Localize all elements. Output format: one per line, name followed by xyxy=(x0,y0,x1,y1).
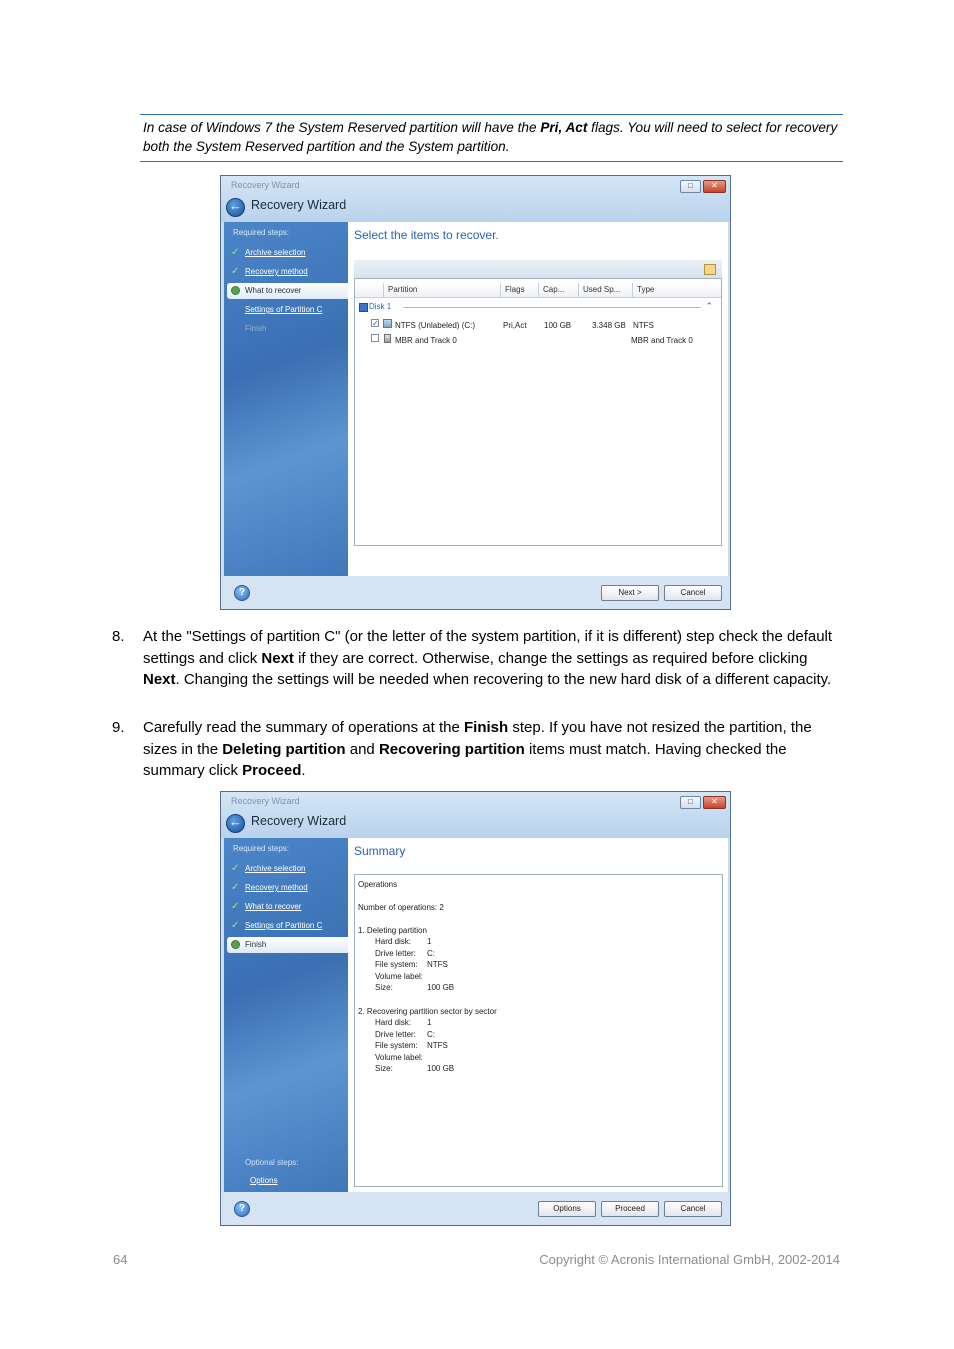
row-checkbox[interactable]: ✓ xyxy=(372,319,379,328)
disk-checkbox[interactable] xyxy=(359,303,368,312)
required-steps-header: Required steps: xyxy=(233,228,290,237)
check-icon: ✓ xyxy=(231,247,240,258)
required-steps-header: Required steps: xyxy=(233,844,290,853)
step-9: 9. Carefully read the summary of operations at the Finish step. If you have not resized the partition, the sizes in the Deleting partition and Recovering partition items must match. Having checked the summary click Proceed. xyxy=(112,717,842,782)
step-what-to-recover[interactable]: What to recover xyxy=(227,283,348,299)
cell-type: NTFS xyxy=(633,321,654,330)
content-heading: Summary xyxy=(354,844,406,858)
summary-value: 100 GB xyxy=(427,1064,455,1073)
step-9-text: Carefully read the summary of operations at the Finish step. If you have not resized the partition, the sizes in the Deleting partition and Recovering partition items must match. Having checked the summary click Proceed. xyxy=(143,719,812,779)
current-step-icon xyxy=(231,940,240,949)
disk-group-row[interactable] xyxy=(359,301,719,313)
step-recovery-method[interactable]: ✓ Recovery method xyxy=(227,264,348,280)
step-8: 8. At the "Settings of partition C" (or the letter of the system partition, if it is different) step check the default settings and click Next if they are correct. Otherwise, change the settings as required before clicking Next. Changing the settings will be needed when recovering to the new hard disk of a different capacity. xyxy=(112,626,842,691)
content-heading: Select the items to recover. xyxy=(354,228,499,242)
row-checkbox[interactable] xyxy=(371,334,379,342)
summary-key: Size: xyxy=(375,983,393,992)
step-archive-selection[interactable]: ✓ Archive selection xyxy=(227,245,348,261)
cell-partition: MBR and Track 0 xyxy=(395,336,457,345)
summary-key: Size: xyxy=(375,1064,393,1073)
check-icon: ✓ xyxy=(231,901,240,912)
cell-used: 3.348 GB xyxy=(592,321,626,330)
close-button[interactable]: ✕ xyxy=(703,180,726,193)
summary-value: 1 xyxy=(427,937,432,946)
bottom-bar xyxy=(221,1192,730,1225)
step-finish: Finish xyxy=(245,324,267,333)
maximize-button[interactable]: □ xyxy=(680,796,701,809)
cell-capacity: 100 GB xyxy=(544,321,572,330)
note-box xyxy=(140,114,843,162)
help-icon[interactable]: ? xyxy=(234,585,250,601)
note-text: In case of Windows 7 the System Reserved partition will have the Pri, Act flags. You will need to select for recovery both the System Reserved partition and the System partition. xyxy=(143,120,838,154)
folder-icon[interactable] xyxy=(704,264,716,275)
summary-value: 100 GB xyxy=(427,983,455,992)
title-bar[interactable] xyxy=(221,176,730,222)
back-arrow-icon[interactable] xyxy=(226,198,245,217)
check-icon: ✓ xyxy=(231,863,240,874)
col-used-space[interactable]: Used Sp... xyxy=(578,283,632,297)
cancel-button[interactable]: Cancel xyxy=(664,585,722,601)
summary-value: C: xyxy=(427,949,435,958)
summary-key: Drive letter: xyxy=(375,1030,416,1039)
check-icon: ✓ xyxy=(231,920,240,931)
summary-op1-title: 1. Deleting partition xyxy=(358,926,427,935)
back-arrow-icon[interactable] xyxy=(226,814,245,833)
step-settings-partition-c[interactable]: Settings of Partition C xyxy=(245,305,323,314)
title-bar[interactable] xyxy=(221,792,730,838)
next-button[interactable]: Next > xyxy=(601,585,659,601)
summary-value: NTFS xyxy=(427,1041,448,1050)
copyright: Copyright © Acronis International GmbH, 2002-2014 xyxy=(539,1252,840,1267)
col-partition[interactable]: Partition xyxy=(383,283,500,297)
proceed-button[interactable]: Proceed xyxy=(601,1201,659,1217)
summary-value: NTFS xyxy=(427,960,448,969)
step-what-to-recover[interactable]: ✓ What to recover xyxy=(227,899,348,915)
recovery-wizard-window-summary xyxy=(220,791,731,1226)
close-button[interactable]: ✕ xyxy=(703,796,726,809)
current-step-icon xyxy=(231,286,240,295)
maximize-button[interactable]: □ xyxy=(680,180,701,193)
cell-type: MBR and Track 0 xyxy=(631,336,693,345)
cell-partition: NTFS (Unlabeled) (C:) xyxy=(395,321,476,330)
check-icon: ✓ xyxy=(231,882,240,893)
col-capacity[interactable]: Cap... xyxy=(538,283,578,297)
summary-panel xyxy=(354,874,723,1187)
summary-count: Number of operations: 2 xyxy=(358,903,444,912)
step-archive-selection[interactable]: ✓ Archive selection xyxy=(227,861,348,877)
disk-label: Disk 1 xyxy=(369,302,392,311)
grid-toolbar xyxy=(354,260,722,278)
wizard-title: Recovery Wizard xyxy=(251,198,347,212)
col-flags[interactable]: Flags xyxy=(500,283,538,297)
step-settings-partition-c[interactable]: ✓ Settings of Partition C xyxy=(227,918,348,934)
summary-key: Drive letter: xyxy=(375,949,416,958)
options-button[interactable]: Options xyxy=(538,1201,596,1217)
window-title: Recovery Wizard xyxy=(231,180,300,190)
table-row[interactable] xyxy=(355,319,721,332)
wizard-sidebar xyxy=(224,222,348,578)
check-icon: ✓ xyxy=(231,266,240,277)
summary-key: Volume label: xyxy=(375,972,424,981)
bottom-bar xyxy=(221,576,730,609)
help-icon[interactable]: ? xyxy=(234,1201,250,1217)
partition-icon xyxy=(383,319,392,328)
summary-key: Hard disk: xyxy=(375,937,412,946)
partition-grid xyxy=(354,278,722,546)
table-row[interactable] xyxy=(355,334,721,347)
summary-key: Volume label: xyxy=(375,1053,424,1062)
recovery-wizard-window-select xyxy=(220,175,731,610)
optional-steps-header: Optional steps: xyxy=(245,1158,299,1167)
wizard-content xyxy=(348,838,728,1194)
cell-flags: Pri,Act xyxy=(503,321,527,330)
summary-op2-title: 2. Recovering partition sector by sector xyxy=(358,1007,497,1016)
disk-icon xyxy=(384,334,391,343)
wizard-sidebar xyxy=(224,838,348,1194)
summary-value: C: xyxy=(427,1030,435,1039)
page-number: 64 xyxy=(113,1252,128,1267)
window-title: Recovery Wizard xyxy=(231,796,300,806)
wizard-title: Recovery Wizard xyxy=(251,814,347,828)
cancel-button[interactable]: Cancel xyxy=(664,1201,722,1217)
summary-key: Hard disk: xyxy=(375,1018,412,1027)
summary-value: 1 xyxy=(427,1018,432,1027)
step-recovery-method[interactable]: ✓ Recovery method xyxy=(227,880,348,896)
col-type[interactable]: Type xyxy=(632,283,712,297)
summary-operations: Operations xyxy=(358,880,398,889)
step-options[interactable]: Options xyxy=(250,1176,278,1185)
summary-key: File system: xyxy=(375,960,418,969)
wizard-content xyxy=(348,222,728,578)
step-8-text: At the "Settings of partition C" (or the letter of the system partition, if it is different) step check the default settings and click Next if they are correct. Otherwise, change the settings as required before clicking Next. Changing the settings will be needed when recovering to the new hard disk of a different capacity. xyxy=(143,628,833,688)
collapse-chevron-icon[interactable]: ⌃ xyxy=(705,301,713,311)
step-finish[interactable]: Finish xyxy=(227,937,348,953)
summary-key: File system: xyxy=(375,1041,418,1050)
column-headers xyxy=(355,283,721,298)
